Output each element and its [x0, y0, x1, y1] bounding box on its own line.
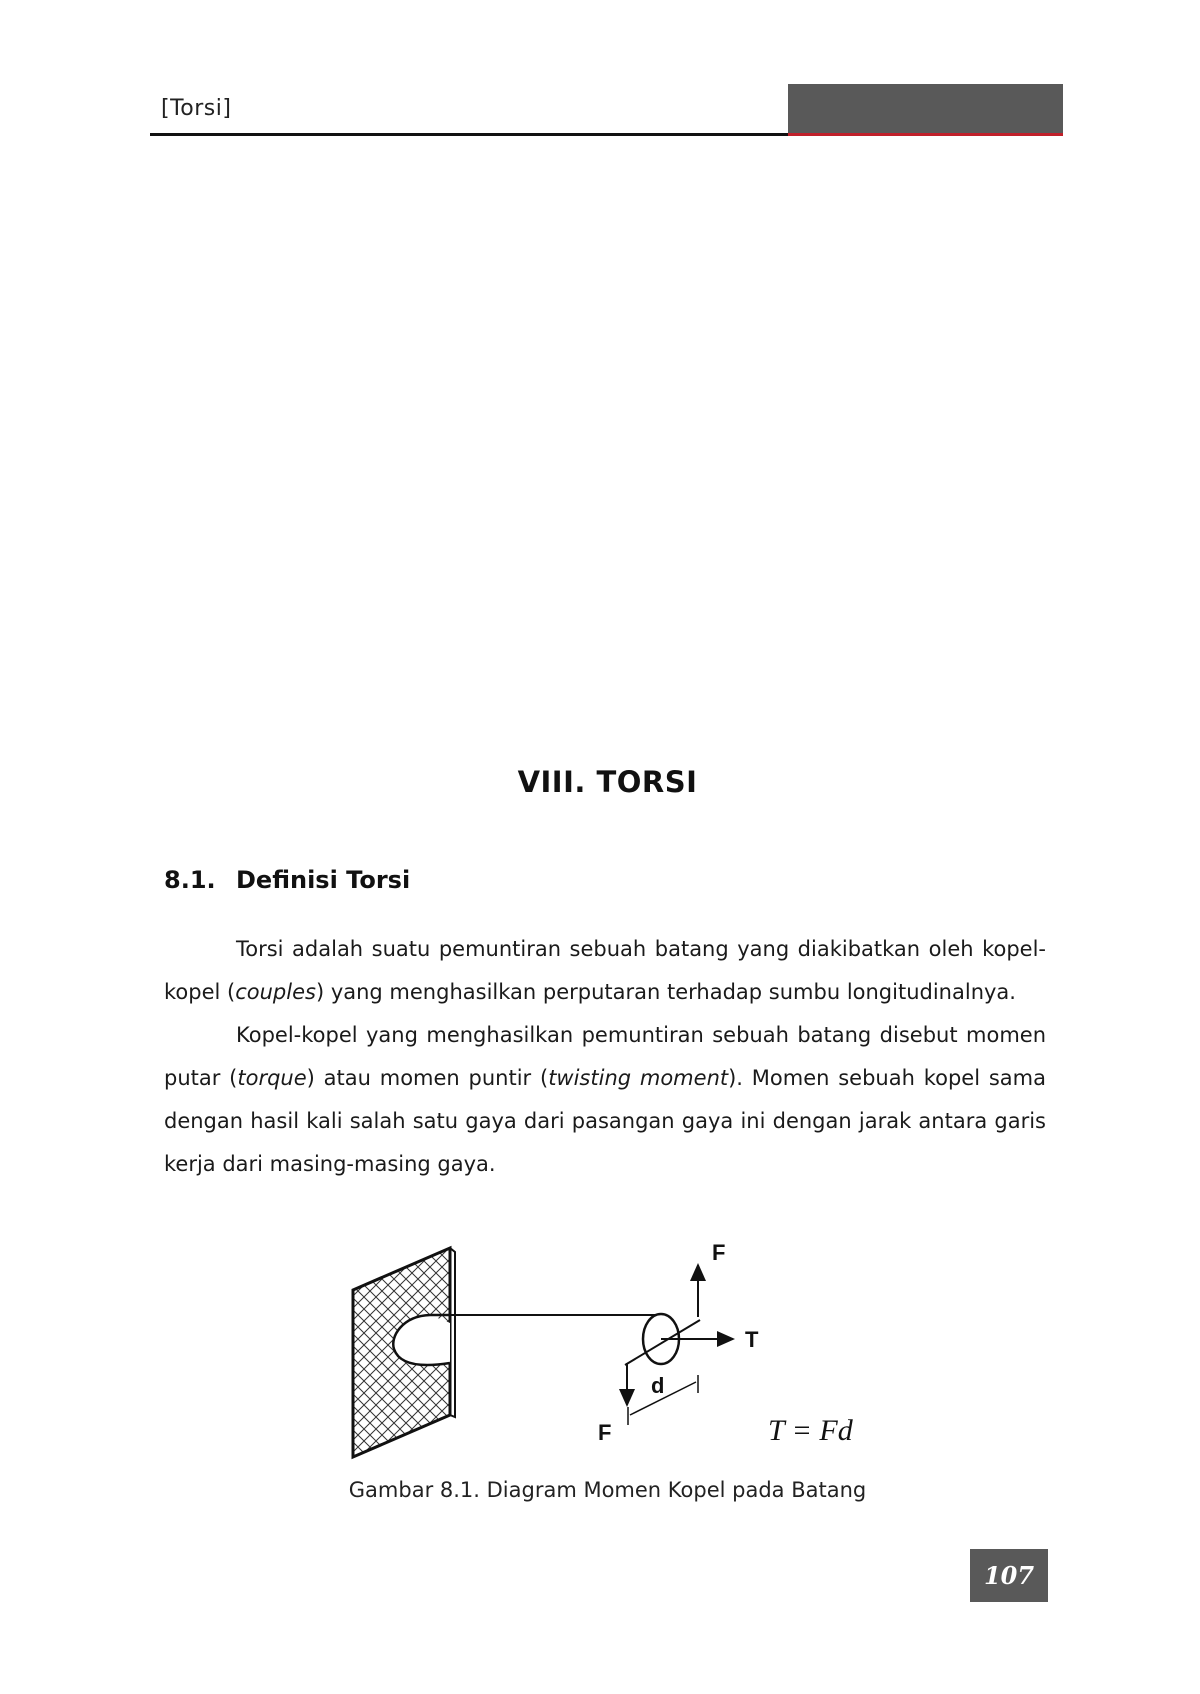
torque-label: T [745, 1327, 759, 1352]
chapter-title: VIII. TORSI [517, 765, 698, 799]
page-number: 107 [970, 1549, 1048, 1602]
running-header-title: [Torsi] [161, 96, 232, 121]
paragraph-2-text-a: Kopel-kopel yang menghasilkan pemuntiran sebuah batang disebut momen putar ( [164, 1023, 1046, 1090]
section-number: 8.1. [164, 866, 216, 894]
force-label-top: F [712, 1240, 726, 1265]
header-accent-block [788, 84, 1063, 134]
torque-diagram-svg [340, 1225, 880, 1460]
torque-diagram [340, 1225, 880, 1460]
paragraph-2-text-c: ). Momen sebuah kopel sama dengan hasil kali salah satu gaya dari pasangan gaya ini dengan jarak antara garis kerja dari masing-masing gaya. [164, 1066, 1046, 1176]
header-rule [150, 133, 788, 136]
paragraph-1-text-b: ) yang menghasilkan perputaran terhadap sumbu longitudinalnya. [315, 980, 1016, 1004]
torque-equation: T = Fd [768, 1414, 853, 1447]
paragraph-1-text-a: Torsi adalah suatu pemuntiran sebuah batang yang diakibatkan oleh kopel-kopel ( [164, 937, 1046, 1004]
paragraph-1 [164, 928, 1046, 1014]
fixed-wall [353, 1248, 455, 1457]
paragraph-1-italic: couples [235, 980, 316, 1004]
distance-label: d [651, 1373, 665, 1398]
section-title: Definisi Torsi [236, 866, 411, 894]
body-text [164, 928, 1046, 1186]
figure-caption: Gambar 8.1. Diagram Momen Kopel pada Batang [348, 1478, 867, 1502]
force-label-bottom: F [598, 1420, 612, 1445]
header-accent-line [788, 133, 1063, 136]
shaft [430, 1314, 679, 1364]
paragraph-2-italic-2: twisting moment [548, 1066, 729, 1090]
paragraph-2-text-b: ) atau momen puntir ( [306, 1066, 549, 1090]
section-heading [164, 866, 410, 894]
paragraph-2 [164, 1014, 1046, 1186]
paragraph-2-italic-1: torque [237, 1066, 307, 1090]
